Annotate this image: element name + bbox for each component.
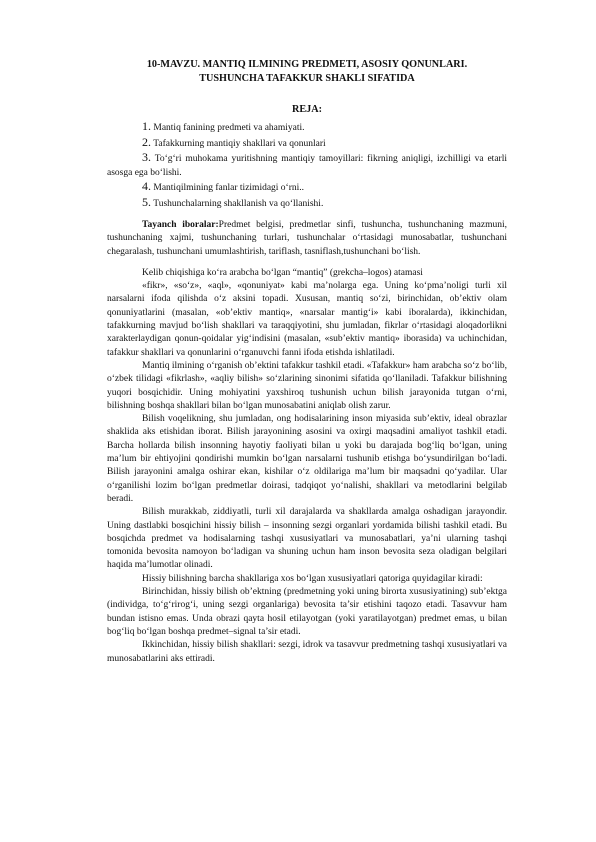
document-title-line-2: TUSHUNCHA TAFAKKUR SHAKLI SIFATIDA — [199, 73, 415, 84]
plan-item-number: 5. — [142, 194, 151, 209]
plan-item-text: Tushunchalarning shakllanish va qo‘llanishi. — [153, 198, 324, 209]
body-paragraph: Mantiq ilmining o‘rganish ob’ektini tafakkur tashkil etadi. «Tafakkur» ham arabcha so‘z bo‘lib, o‘zbek tilidagi «fikrlash», «aqliy bilish» so‘zlarining sinonimi sifatida qo‘llaniladi. Tafakkur bilishning yuqori bosqichidir. Uning mohiyatini yaxshiroq tushunish uchun bilish jarayonida tutgan o‘rni, bilishning boshqa shakllari bilan bo‘lgan munosabatini aniqlab olish zarur. — [107, 360, 507, 411]
plan-item — [107, 151, 507, 180]
body-paragraph: Kelib chiqishiga ko‘ra arabcha bo‘lgan “mantiq” (grekcha–logos) atamasi — [142, 267, 423, 278]
plan-item — [107, 180, 507, 196]
body-paragraph: Birinchidan, hissiy bilish ob’ektning (predmetning yoki uning birorta xususiyatining) sub’ektga (individga, to‘g‘rirog‘i, uning sezgi organlariga) bevosita ta’sir etishini taqozo etadi. Tasavvur ham bundan istisno emas. Unda obrazi qayta hosil etilayotgan (yoki yaratilayotgan) predmet emas, u bilan bog‘liq bo‘lgan boshqa predmet–signal ta’sir etadi. — [107, 587, 507, 637]
plan-item-text: Mantiqilmining fanlar tizimidagi o‘rni.. — [153, 183, 305, 193]
body-paragraph: «fikr», «so‘z», «aql», «qonuniyat» kabi ma’nolarga ega. Uning ko‘pma’noligi turli xil narsalarni ifoda qilishda o‘z aksini topadi. Xususan, mantiq so‘zi, birinchidan, ob’ektiv olam qonuniyatlarini (masalan, «ob’ektiv mantiq», «narsalar mantig‘i» kabi iboralarda), ikkinchidan, tafakkurning mavjud bo‘lish shakllari va taraqqiyotini, shu jumladan, fikrlar o‘rtasidagi aloqadorlikni xarakterlaydigan qonun-qoidalar yig‘indisini (masalan, «sub’ektiv mantiq» iborasida) va uchinchidan, tafakkur shakllari va qonunlarini o‘rganuvchi fanni ifoda etishda ishlatiladi. — [107, 281, 507, 358]
plan-heading: REJA: — [292, 104, 322, 115]
plan-item-number: 2. — [142, 134, 151, 149]
body-paragraph: Bilish murakkab, ziddiyatli, turli xil darajalarda va shakllarda amalga oshadigan jarayondir. Uning dastlabki bosqichini hissiy bilish – insonning sezgi organlari yordamida bilishi tashkil etadi. Bu bosqichda predmet va hodisalarning tashqi xususiyatlari va munosabatlari, ya’ni ularning tashqi tomonida bevosita namoyon bo‘ladigan va shuning uchun ham inson bevosita seza oladigan belgilari haqida ma’lumotlar olinadi. — [107, 507, 507, 571]
plan-item — [107, 136, 507, 152]
plan-item — [107, 196, 507, 212]
keywords-text: Predmet belgisi, predmetlar sinfi, tushuncha, tushunchaning mazmuni, tushunchaning xajmi, tushunchaning turlari, tushunchalar o‘rtasidagi munosabatlar, tushunchani chegaralash, tushunchani umumlashtirish, tariflash, tasniflash,tushunchani bo‘lish. — [107, 220, 507, 257]
plan-item-text: Mantiq fanining predmeti va ahamiyati. — [153, 123, 305, 133]
plan-item-number: 4. — [142, 179, 151, 193]
body-paragraph: Bilish voqelikning, shu jumladan, ong hodisalarining inson miyasida sub’ektiv, ideal obrazlar shaklida aks etishidan iborat. Bilish jarayonining asosini va oxirgi maqsadini amaliyot tashkil etadi. Barcha hollarda bilish insonning hayotiy faoliyati bilan u yoki bu darajada bog‘liq bo‘lgan, uning ma’lum bir ehtiyojini qondirishi mumkin bo‘lgan narsalarni tushunib etishga bo‘ysundirilgan bo‘ladi. Bilish jarayonini amalga oshirar ekan, kishilar o‘z oldilariga ma’lum bir maqsadni qo‘yadilar. Ular o‘rganilishi lozim bo‘lgan predmetlar doirasi, tadqiqot yo‘nalishi, shakllari va metodlarini belgilab beradi. — [107, 414, 507, 504]
keywords-label: Tayanch iboralar: — [142, 220, 219, 230]
body-paragraph: Ikkinchidan, hissiy bilish shakllari: sezgi, idrok va tasavvur predmetning tashqi xususiyatlari va munosabatlarini aks ettiradi. — [107, 640, 507, 664]
plan-item-number: 1. — [142, 119, 151, 133]
body-paragraph: Hissiy bilishning barcha shakllariga xos bo‘lgan xususiyatlari qatoriga quyidagilar kiradi: — [142, 573, 483, 584]
document-title-line-1: 10-MAVZU. MANTIQ ILMINING PREDMETI, ASOSIY QONUNLARI. — [146, 59, 468, 70]
plan-list — [107, 120, 507, 211]
plan-item — [107, 120, 507, 136]
plan-item-text: Tafakkurning mantiqiy shakllari va qonunlari — [153, 138, 326, 149]
keywords-paragraph — [107, 219, 507, 259]
plan-item-text: To‘g‘ri muhokama yuritishning mantiqiy tamoyillari: fikrning aniqligi, izchilligi va etarli asosga ega bo‘lishi. — [107, 154, 507, 178]
document-page — [107, 58, 507, 666]
plan-item-number: 3. — [142, 150, 151, 164]
